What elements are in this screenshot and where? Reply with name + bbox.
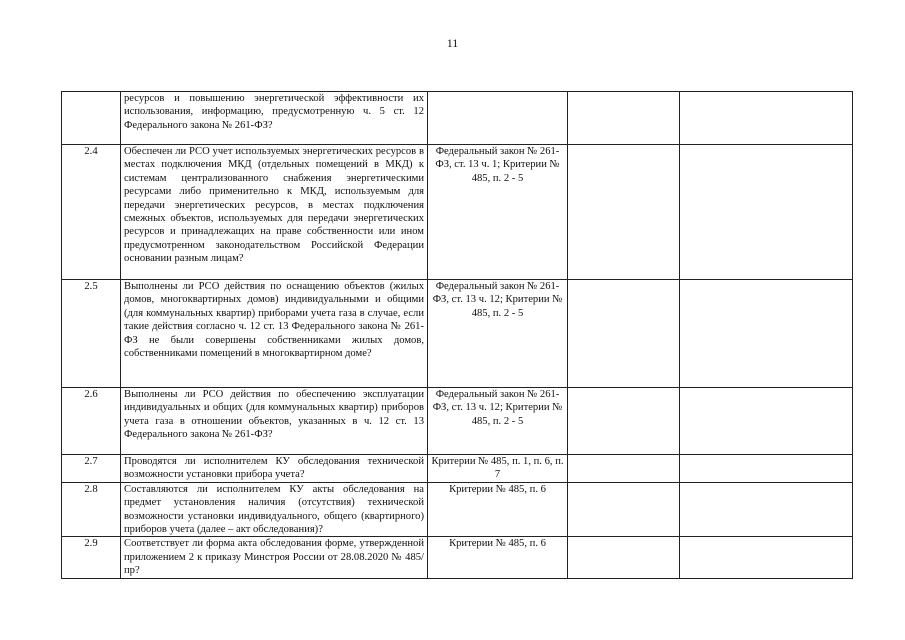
answer-cell xyxy=(568,280,680,388)
item-number: 2.4 xyxy=(62,145,121,280)
item-number xyxy=(62,92,121,145)
requirement-reference xyxy=(428,92,568,145)
note-cell xyxy=(680,280,853,388)
item-number: 2.5 xyxy=(62,280,121,388)
table-row xyxy=(62,145,853,280)
question-text: ресурсов и повышению энергетической эффективности их использования, информацию, предусмотренную ч. 5 ст. 12 Федерального закона № 261-ФЗ? xyxy=(121,92,428,145)
requirement-reference: Критерии № 485, п. 6 xyxy=(428,537,568,579)
answer-cell xyxy=(568,455,680,483)
answer-cell xyxy=(568,537,680,579)
note-cell xyxy=(680,145,853,280)
requirement-reference: Критерии № 485, п. 6 xyxy=(428,482,568,537)
question-text: Составляются ли исполнителем КУ акты обследования на предмет установления наличия (отсутствия) технической возможности установки индивидуального, общего (квартирного) приборов учета (далее – акт обследования)? xyxy=(121,482,428,537)
question-text: Проводятся ли исполнителем КУ обследования технической возможности установки прибора учета? xyxy=(121,455,428,483)
table-row xyxy=(62,537,853,579)
note-cell xyxy=(680,388,853,455)
answer-cell xyxy=(568,145,680,280)
note-cell xyxy=(680,455,853,483)
page-number: 11 xyxy=(446,36,459,50)
question-text: Выполнены ли РСО действия по обеспечению эксплуатации индивидуальных и общих (для коммунальных квартир) приборов учета газа в отношении объектов, указанных в ч. 12 ст. 13 Федерального закона № 261-ФЗ? xyxy=(121,388,428,455)
item-number: 2.6 xyxy=(62,388,121,455)
table-row xyxy=(62,280,853,388)
question-text: Соответствует ли форма акта обследования форме, утвержденной приложением 2 к приказу Минстроя России от 28.08.2020 № 485/пр? xyxy=(121,537,428,579)
requirement-reference: Федеральный закон № 261-ФЗ, ст. 13 ч. 12; Критерии № 485, п. 2 - 5 xyxy=(428,388,568,455)
answer-cell xyxy=(568,92,680,145)
table-row xyxy=(62,455,853,483)
answer-cell xyxy=(568,482,680,537)
note-cell xyxy=(680,482,853,537)
item-number: 2.9 xyxy=(62,537,121,579)
table-row xyxy=(62,388,853,455)
table-row xyxy=(62,482,853,537)
checklist-table xyxy=(61,91,853,579)
requirement-reference: Федеральный закон № 261-ФЗ, ст. 13 ч. 1; Критерии № 485, п. 2 - 5 xyxy=(428,145,568,280)
table-row xyxy=(62,92,853,145)
requirement-reference: Критерии № 485, п. 1, п. 6, п. 7 xyxy=(428,455,568,483)
note-cell xyxy=(680,92,853,145)
item-number: 2.8 xyxy=(62,482,121,537)
answer-cell xyxy=(568,388,680,455)
requirement-reference: Федеральный закон № 261-ФЗ, ст. 13 ч. 12; Критерии № 485, п. 2 - 5 xyxy=(428,280,568,388)
note-cell xyxy=(680,537,853,579)
question-text: Обеспечен ли РСО учет используемых энергетических ресурсов в местах подключения МКД (отдельных помещений в МКД) к системам централизованного снабжения энергетическими ресурсами либо применительно к МКД, используемым для передачи энергетических ресурсов, в местах подключения смежных объектов, используемых для передачи энергетических ресурсов и принадлежащих на праве собственности или ином предусмотренном законодательством Российской Федерации основании разным лицам? xyxy=(121,145,428,280)
question-text: Выполнены ли РСО действия по оснащению объектов (жилых домов, многоквартирных домов) индивидуальными и общими (для коммунальных квартир) приборами учета газа в случае, если такие действия согласно ч. 12 ст. 13 Федерального закона № 261-ФЗ не были совершены собственниками жилых домов, собственниками помещений в многоквартирном доме? xyxy=(121,280,428,388)
item-number: 2.7 xyxy=(62,455,121,483)
